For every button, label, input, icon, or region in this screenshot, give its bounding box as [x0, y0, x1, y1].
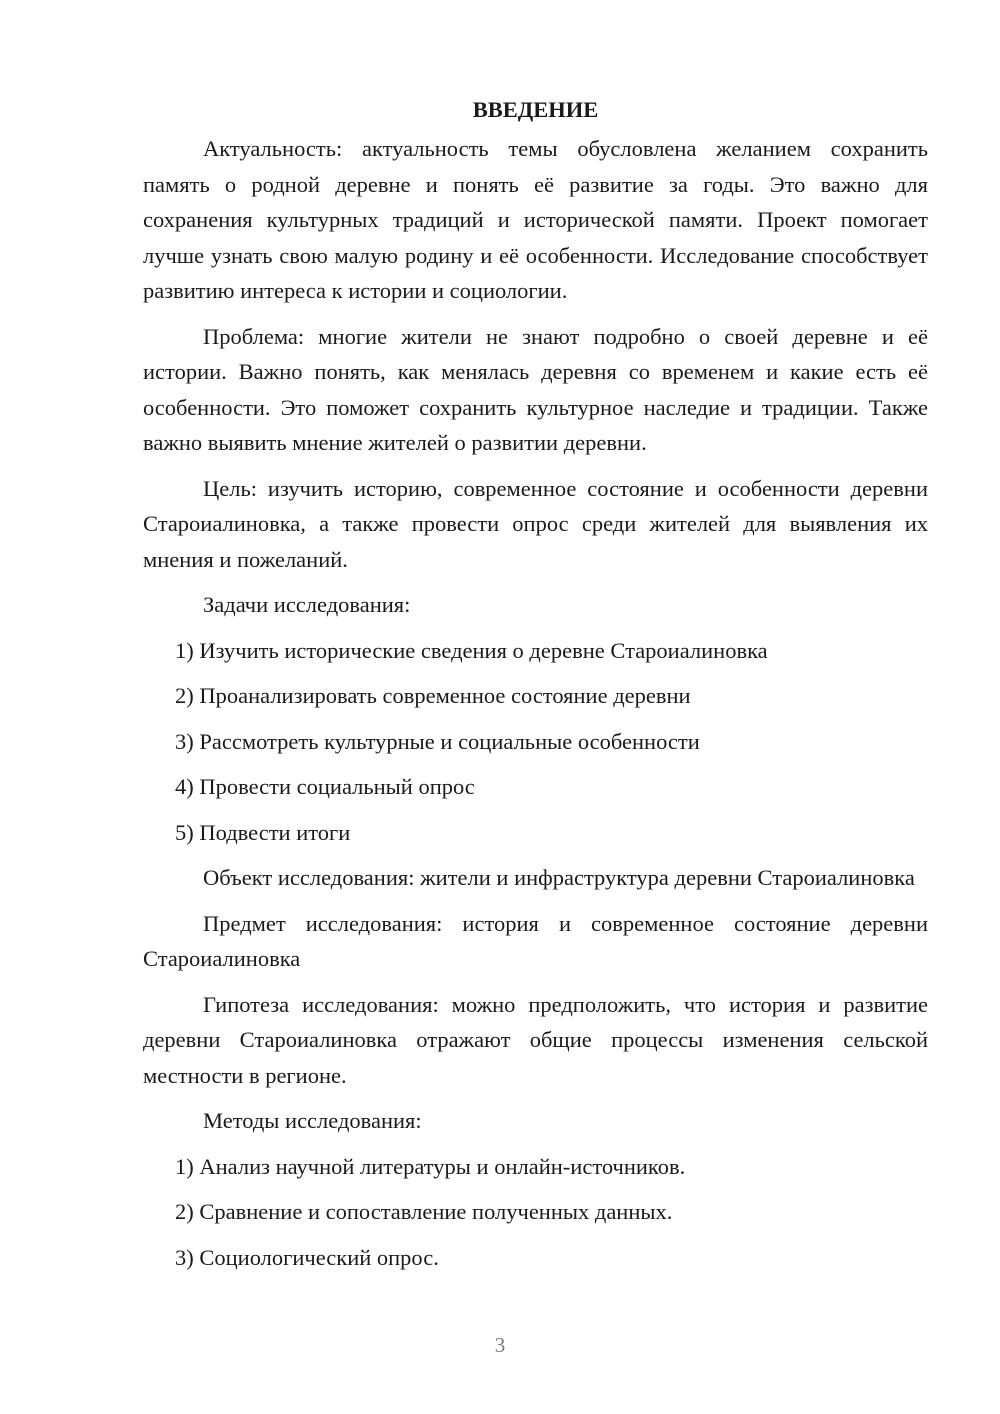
- page-content: [143, 92, 928, 1285]
- method-item: 2) Сравнение и сопоставление полученных данных.: [175, 1199, 673, 1224]
- object-paragraph: Объект исследования: жители и инфраструктура деревни Староиалиновка: [203, 865, 915, 890]
- relevance-paragraph: Актуальность: актуальность темы обусловлена желанием сохранить память о родной деревне и понять её развитие за годы. Это важно для сохранения культурных традиций и исторической памяти. Проект помогает лучше узнать свою малую родину и её особенности. Исследование способствует развитию интереса к истории и социологии.: [143, 136, 928, 303]
- method-item: 3) Социологический опрос.: [175, 1244, 439, 1270]
- tasks-list: [143, 633, 928, 851]
- section-title: ВВЕДЕНИЕ: [472, 97, 599, 122]
- subject-paragraph: Предмет исследования: история и современное состояние деревни Староиалиновка: [143, 910, 928, 971]
- methods-heading: Методы исследования:: [203, 1108, 422, 1133]
- goal-paragraph: Цель: изучить историю, современное состояние и особенности деревни Староиалиновка, а также провести опрос среди жителей для выявления их мнения и пожеланий.: [143, 475, 928, 572]
- task-item: 3) Рассмотреть культурные и социальные особенности: [175, 728, 700, 754]
- problem-paragraph: Проблема: многие жители не знают подробно о своей деревне и её истории. Важно понять, как менялась деревня со временем и какие есть её особенности. Это поможет сохранить культурное наследие и традиции. Также важно выявить мнение жителей о развитии деревни.: [143, 323, 928, 455]
- task-item: 5) Подвести итоги: [175, 819, 351, 845]
- hypothesis-paragraph: Гипотеза исследования: можно предположить, что история и развитие деревни Староиалиновка отражают общие процессы изменения сельской местности в регионе.: [143, 991, 928, 1088]
- task-item: 4) Провести социальный опрос: [175, 774, 475, 799]
- tasks-heading: Задачи исследования:: [203, 592, 411, 617]
- task-item: 2) Проанализировать современное состояние деревни: [175, 683, 691, 708]
- page-number: 3: [494, 1333, 506, 1357]
- task-item: 1) Изучить исторические сведения о деревне Староиалиновка: [175, 637, 768, 663]
- methods-list: [143, 1149, 928, 1276]
- method-item: 1) Анализ научной литературы и онлайн-источников.: [175, 1153, 686, 1179]
